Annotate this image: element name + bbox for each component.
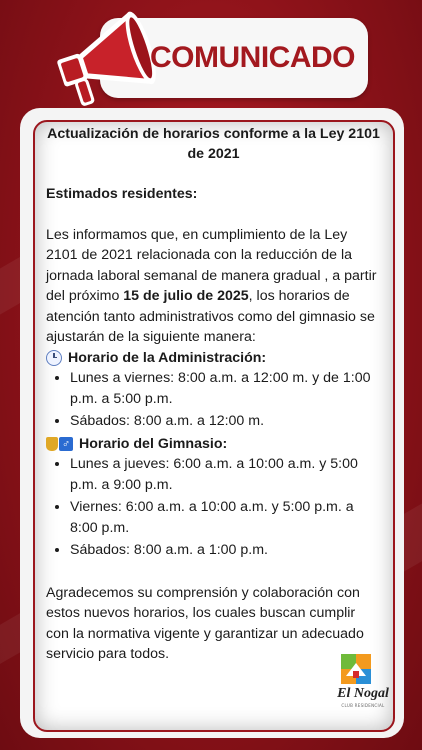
greeting: Estimados residentes: — [46, 186, 198, 202]
clock-icon — [46, 350, 62, 366]
list-item: • Viernes: 6:00 a.m. a 10:00 a.m. y 5:00 p.m. a 8:00 p.m. — [70, 497, 381, 538]
page-title: COMUNICADO — [150, 41, 355, 74]
gym-schedule-heading — [46, 434, 381, 455]
gym-schedule-title: Horario del Gimnasio: — [79, 435, 228, 452]
list-item: • Lunes a viernes: 8:00 a.m. a 12:00 m. y de 1:00 p.m. a 5:00 p.m. — [70, 368, 381, 409]
list-item: • Sábados: 8:00 a.m. a 1:00 p.m. — [70, 540, 381, 561]
notice-content — [46, 124, 381, 665]
list-item: • Sábados: 8:00 a.m. a 12:00 m. — [70, 411, 381, 432]
intro-text: Les informamos que, en cumplimiento de la Ley 2101 de 2021 relacionada con la reducción de la jornada laboral semanal de manera gradual , a partir del próximo — [46, 226, 377, 304]
admin-schedule-list — [46, 368, 381, 432]
closing-paragraph: Agradecemos su comprensión y colaboración con estos nuevos horarios, los cuales buscan cumplir con la normativa vigente y garantizar un adecuado servicio para todos. — [46, 584, 364, 662]
effective-date: 15 de julio de 2025 — [123, 288, 249, 304]
logo-name: El Nogal — [337, 686, 389, 701]
intro-text-end: , los horarios de atención tanto administrativos como del gimnasio se ajustarán de la siguiente manera: — [46, 288, 375, 345]
logo-subtitle: CLUB RESIDENCIAL — [341, 703, 385, 708]
intro-paragraph — [46, 225, 381, 348]
trophy-icon — [46, 437, 58, 451]
gym-icon — [46, 437, 73, 451]
admin-schedule-heading — [46, 348, 381, 369]
logo-mark-icon — [341, 654, 371, 684]
male-sign-icon: ♂ — [59, 437, 73, 451]
admin-schedule-title: Horario de la Administración: — [68, 349, 267, 366]
notice-title: Actualización de horarios conforme a la Ley 2101 de 2021 — [47, 126, 380, 162]
megaphone-icon — [38, 2, 168, 114]
el-nogal-logo — [334, 654, 388, 710]
list-item: • Lunes a jueves: 6:00 a.m. a 10:00 a.m. y 5:00 p.m. a 9:00 p.m. — [70, 454, 381, 495]
gym-schedule-list — [46, 454, 381, 561]
